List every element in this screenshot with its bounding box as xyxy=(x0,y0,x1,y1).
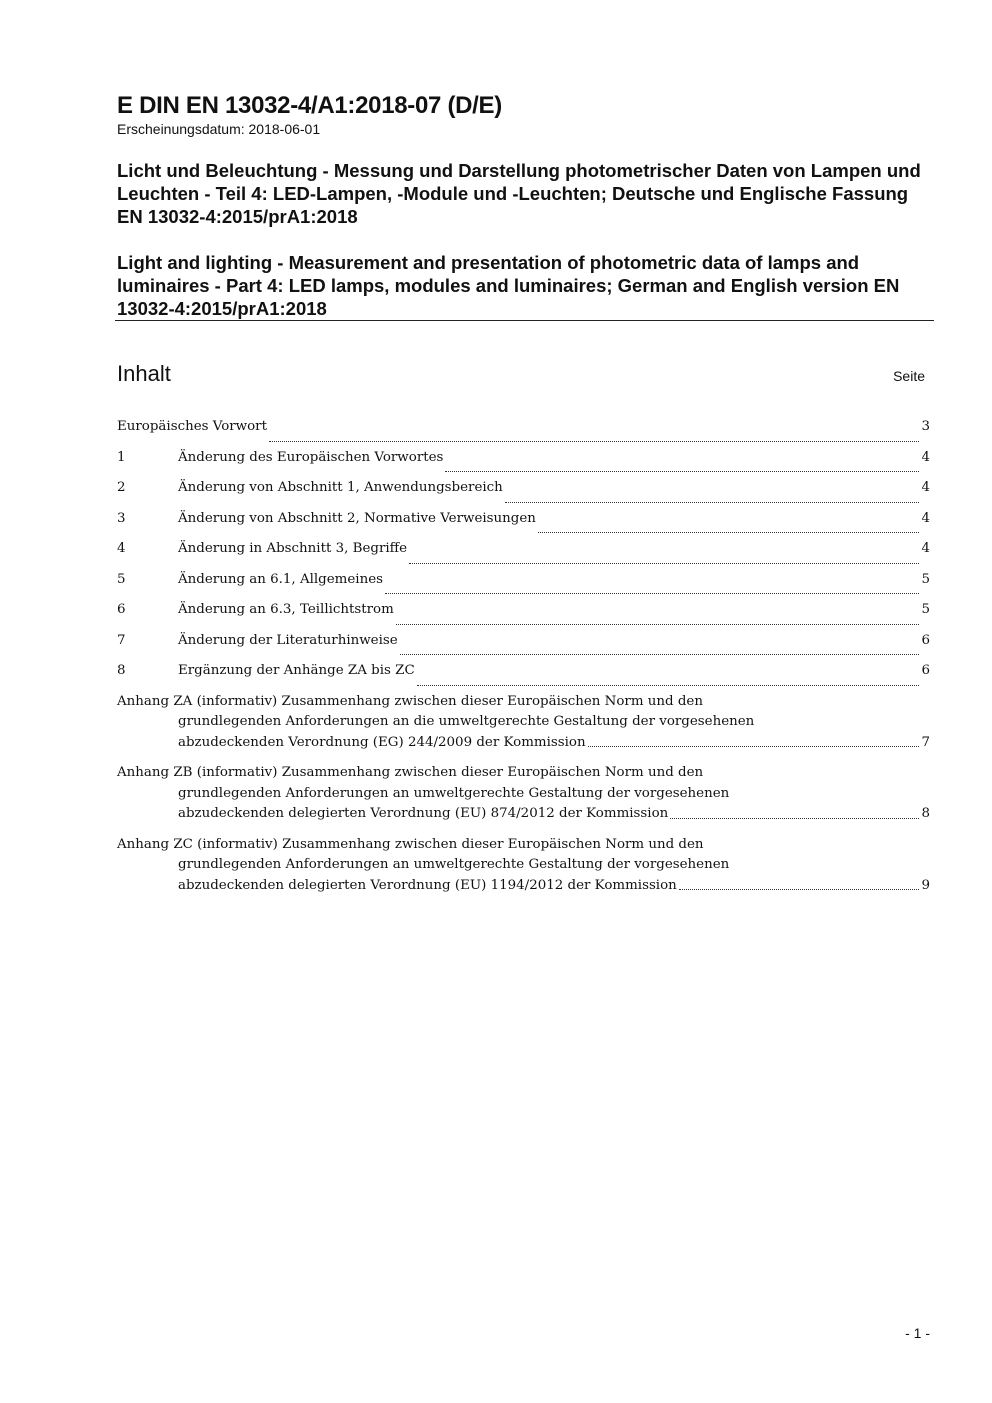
toc-annex-entry[interactable] xyxy=(117,692,930,754)
toc-annex-line: Anhang ZA (informativ) Zusammenhang zwischen dieser Europäischen Norm und den xyxy=(117,693,703,709)
toc-heading: Inhalt xyxy=(117,361,171,386)
title-divider xyxy=(115,320,934,321)
toc-entry-number: 7 xyxy=(117,632,126,648)
toc-annex-line: abzudeckenden delegierten Verordnung (EU) 1194/2012 der Kommission xyxy=(178,877,677,893)
toc-entry-number: 1 xyxy=(117,449,126,465)
toc-annex-line: abzudeckenden delegierten Verordnung (EU) 874/2012 der Kommission xyxy=(178,806,669,821)
toc-entry[interactable] xyxy=(117,509,930,540)
toc-leader-dots xyxy=(505,501,920,503)
toc-entry-page: 4 xyxy=(921,510,930,526)
toc-entry-number: 6 xyxy=(117,602,126,617)
toc-entry-title: Europäisches Vorwort xyxy=(117,419,267,434)
toc-leader-dots xyxy=(269,440,920,442)
toc-entry-title: Änderung des Europäischen Vorwortes xyxy=(178,449,444,465)
toc-leader-dots xyxy=(417,684,920,686)
toc-entry-foreword[interactable] xyxy=(117,417,930,448)
toc-leader-dots xyxy=(588,745,920,747)
toc-entry-page: 4 xyxy=(921,449,930,465)
toc-leader-dots xyxy=(396,623,920,625)
toc-annex-line: grundlegenden Anforderungen an die umweltgerechte Gestaltung der vorgesehenen xyxy=(178,714,755,729)
toc-entry-page: 6 xyxy=(921,632,930,648)
toc-entry-number: 3 xyxy=(117,510,126,526)
toc-entry-page: 6 xyxy=(921,663,930,678)
toc-entry-title: Änderung an 6.3, Teillichtstrom xyxy=(178,602,394,617)
page-number: - 1 - xyxy=(905,1325,930,1341)
toc-entry[interactable] xyxy=(117,539,930,570)
toc-entry-number: 4 xyxy=(117,541,126,556)
toc-leader-dots xyxy=(679,888,920,890)
toc-leader-dots xyxy=(670,817,919,819)
toc-leader-dots xyxy=(445,470,919,472)
toc-page-label: Seite xyxy=(893,368,925,384)
toc-entry[interactable] xyxy=(117,478,930,509)
toc-annex-entry[interactable] xyxy=(117,835,930,897)
toc-leader-dots xyxy=(538,531,920,533)
toc-entry-page: 5 xyxy=(921,571,930,587)
toc-annex-line: grundlegenden Anforderungen an umweltgerechte Gestaltung der vorgesehenen xyxy=(178,785,730,801)
toc-entry[interactable] xyxy=(117,600,930,631)
toc-leader-dots xyxy=(409,562,919,564)
toc-annex-line: abzudeckenden Verordnung (EG) 244/2009 der Kommission xyxy=(178,734,586,750)
toc-entry-page: 4 xyxy=(921,480,930,495)
toc-entry-page: 7 xyxy=(921,734,930,750)
toc-entry-page: 4 xyxy=(921,541,930,556)
toc-annex-entry[interactable] xyxy=(117,763,930,825)
title-english: Light and lighting - Measurement and presentation of photometric data of lamps and luminaires - Part 4: LED lamps, modules and luminaires; German and English version EN 13032-4:2015/prA1:2018 xyxy=(117,252,900,319)
toc-entry-title: Ergänzung der Anhänge ZA bis ZC xyxy=(178,663,415,678)
toc-entry-title: Änderung von Abschnitt 2, Normative Verweisungen xyxy=(178,510,536,526)
toc-leader-dots xyxy=(385,592,919,594)
toc-annex-line: grundlegenden Anforderungen an umweltgerechte Gestaltung der vorgesehenen xyxy=(178,857,730,872)
table-of-contents xyxy=(117,417,930,906)
toc-leader-dots xyxy=(400,653,920,655)
toc-entry-page: 9 xyxy=(921,877,930,893)
toc-entry-title: Änderung der Literaturhinweise xyxy=(178,632,398,648)
toc-entry-title: Änderung an 6.1, Allgemeines xyxy=(178,571,383,587)
title-german: Licht und Beleuchtung - Messung und Darstellung photometrischer Daten von Lampen und Leuchten - Teil 4: LED-Lampen, -Module und -Leuchten; Deutsche und Englische Fassung EN 13032-4:2015/prA1:2018 xyxy=(117,160,921,227)
document-id: E DIN EN 13032-4/A1:2018-07 (D/E) xyxy=(117,92,502,119)
toc-entry[interactable] xyxy=(117,448,930,479)
toc-entry-number: 8 xyxy=(117,663,126,678)
toc-entry[interactable] xyxy=(117,661,930,692)
toc-entry-page: 8 xyxy=(921,806,930,821)
toc-entry-page: 5 xyxy=(921,602,930,617)
toc-entry-title: Änderung in Abschnitt 3, Begriffe xyxy=(178,541,408,556)
toc-entry-number: 2 xyxy=(117,480,126,495)
publication-date: Erscheinungsdatum: 2018-06-01 xyxy=(117,121,321,137)
toc-annex-line: Anhang ZB (informativ) Zusammenhang zwischen dieser Europäischen Norm und den xyxy=(117,765,704,780)
toc-entry-number: 5 xyxy=(117,571,126,587)
toc-entry-page: 3 xyxy=(921,419,930,434)
toc-annex-line: Anhang ZC (informativ) Zusammenhang zwischen dieser Europäischen Norm und den xyxy=(117,836,704,852)
toc-entry[interactable] xyxy=(117,570,930,601)
toc-entry[interactable] xyxy=(117,631,930,662)
toc-entry-title: Änderung von Abschnitt 1, Anwendungsbereich xyxy=(178,480,503,495)
